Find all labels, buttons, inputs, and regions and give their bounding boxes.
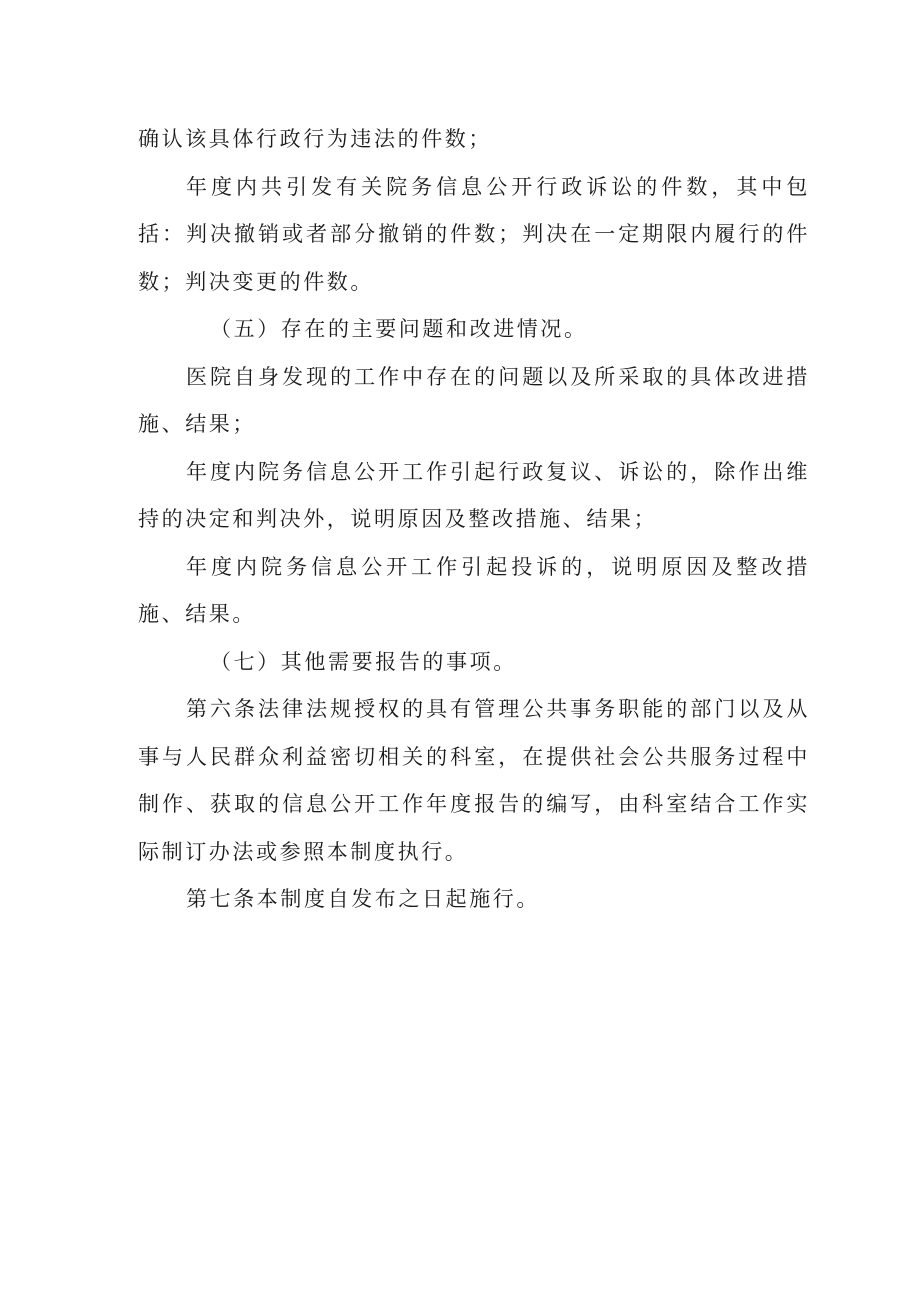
paragraph-complaints: 年度内院务信息公开工作引起投诉的，说明原因及整改措施、结果。 — [138, 554, 810, 626]
document-body — [138, 116, 810, 924]
paragraph-self-found-issues: 医院自身发现的工作中存在的问题以及所采取的具体改进措施、结果； — [138, 364, 810, 436]
paragraph-litigation-count: 年度内共引发有关院务信息公开行政诉讼的件数，其中包括：判决撤销或者部分撤销的件数；判决在一定期限内履行的件数；判决变更的件数。 — [138, 174, 810, 294]
section-heading-five: （五）存在的主要问题和改进情况。 — [210, 317, 588, 341]
paragraph-continuation: 确认该具体行政行为违法的件数； — [138, 127, 492, 151]
paragraph-review-litigation: 年度内院务信息公开工作引起行政复议、诉讼的，除作出维持的决定和判决外，说明原因及整改措施、结果； — [138, 459, 810, 531]
article-six: 第六条法律法规授权的具有管理公共事务职能的部门以及从事与人民群众利益密切相关的科室，在提供社会公共服务过程中制作、获取的信息公开工作年度报告的编写，由科室结合工作实际制订办法或参照本制度执行。 — [138, 697, 810, 864]
section-heading-seven: （七）其他需要报告的事项。 — [210, 649, 517, 674]
article-seven: 第七条本制度自发布之日起施行。 — [186, 887, 540, 911]
